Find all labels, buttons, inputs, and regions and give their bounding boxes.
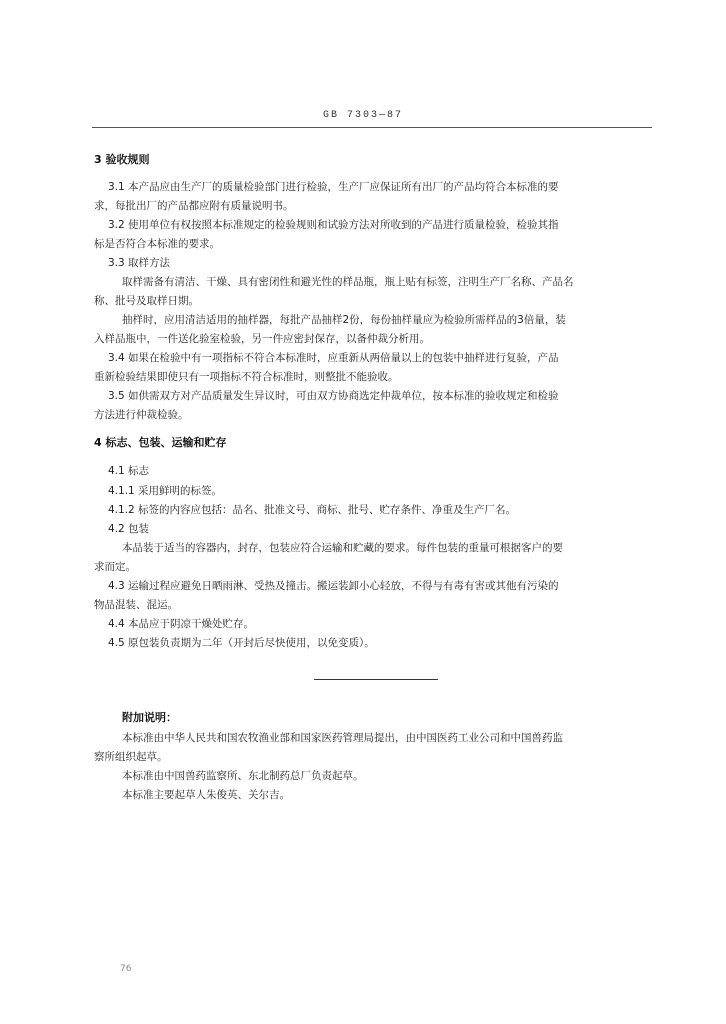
- clause-3-3-para-2-line-1: 抽样时，应用清洁适用的抽样器，每批产品抽样2份，每份抽样量应为检验所需样品的3倍量，装: [122, 314, 566, 326]
- clause-4-3-line-1: 4.3 运输过程应避免日晒雨淋、受热及撞击。搬运装卸小心轻放，不得与有毒有害或其他有污染的: [108, 580, 559, 592]
- clause-4-1-title: 4.1 标志: [108, 465, 150, 477]
- clause-4-4: 4.4 本品应于阴凉干燥处贮存。: [108, 618, 255, 630]
- clause-3-5-line-2: 方法进行仲裁检验。: [94, 409, 189, 421]
- clause-4-2-line-1: 本品装于适当的容器内，封存，包装应符合运输和贮藏的要求。每件包装的重量可根据客户的要: [122, 542, 563, 554]
- additional-notes-line-3: 本标准由中国兽药监察所、东北制药总厂负责起草。: [122, 770, 364, 782]
- clause-3-5-line-1: 3.5 如供需双方对产品质量发生异议时，可由双方协商选定仲裁单位，按本标准的验收规定和检验: [108, 390, 559, 402]
- additional-notes-line-2: 察所组织起草。: [94, 751, 168, 763]
- end-of-text-rule: [314, 679, 438, 680]
- clause-3-3-title: 3.3 取样方法: [108, 257, 171, 269]
- additional-notes-line-4: 本标准主要起草人朱俊英、关尔吉。: [122, 789, 290, 801]
- clause-4-2-line-2: 求而定。: [94, 561, 136, 573]
- clause-3-4-line-2: 重新检验结果即使只有一项指标不符合标准时，则整批不能验收。: [94, 371, 399, 383]
- clause-4-3-line-2: 物品混装、混运。: [94, 599, 178, 611]
- clause-3-1-line-2: 求，每批出厂的产品都应附有质量说明书。: [94, 200, 294, 212]
- clause-4-5: 4.5 原包装负责期为二年（开封后尽快使用，以免变质）。: [108, 637, 375, 649]
- clause-3-3-para-2-line-2: 入样品瓶中，一件送化验室检验，另一件应密封保存，以备仲裁分析用。: [94, 333, 430, 345]
- clause-3-2-line-1: 3.2 使用单位有权按照本标准规定的检验规则和试验方法对所收到的产品进行质量检验，检验其指: [108, 219, 559, 231]
- clause-4-1-2: 4.1.2 标签的内容应包括：品名、批准文号、商标、批号、贮存条件、净重及生产厂名。: [108, 504, 517, 516]
- clause-3-2-line-2: 标是否符合本标准的要求。: [94, 238, 220, 250]
- clause-3-3-para-1-line-1: 取样需备有清洁、干燥、具有密闭性和避光性的样品瓶，瓶上贴有标签，注明生产厂名称、产品名: [122, 276, 574, 288]
- page-number: 76: [120, 964, 132, 974]
- header-rule: [92, 127, 652, 128]
- clause-4-1-1: 4.1.1 采用鲜明的标签。: [108, 485, 223, 497]
- section-3-heading: 3 验收规则: [94, 153, 150, 166]
- clause-4-2-title: 4.2 包装: [108, 523, 150, 535]
- clause-3-3-para-1-line-2: 称、批号及取样日期。: [94, 295, 199, 307]
- additional-notes-heading: 附加说明：: [122, 711, 177, 724]
- section-4-heading: 4 标志、包装、运输和贮存: [94, 436, 227, 449]
- clause-3-4-line-1: 3.4 如果在检验中有一项指标不符合本标准时，应重新从两倍量以上的包装中抽样进行复验，产品: [108, 352, 559, 364]
- additional-notes-line-1: 本标准由中华人民共和国农牧渔业部和国家医药管理局提出，由中国医药工业公司和中国兽药监: [122, 732, 563, 744]
- clause-3-1-line-1: 3.1 本产品应由生产厂的质量检验部门进行检验，生产厂应保证所有出厂的产品均符合本标准的要: [108, 181, 559, 193]
- standard-code-header: GB 7303—87: [322, 110, 403, 121]
